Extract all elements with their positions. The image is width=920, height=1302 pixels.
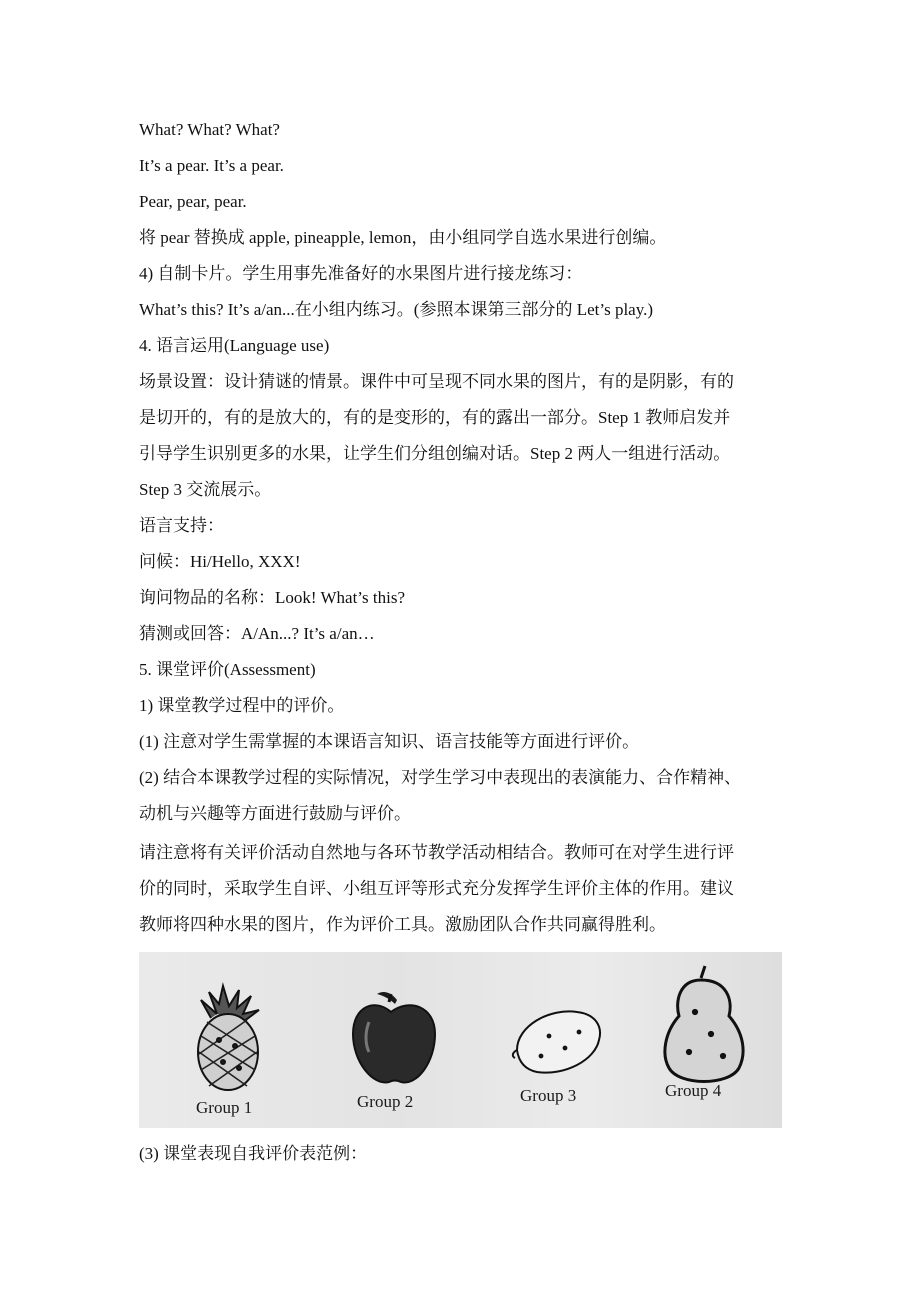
text-line: (3) 课堂表现自我评价表范例： <box>139 1144 368 1163</box>
text-line: 4) 自制卡片。学生用事先准备好的水果图片进行接龙练习： <box>139 264 583 283</box>
text-line: It’s a pear. It’s a pear. <box>139 156 284 175</box>
text-line: 教师将四种水果的图片，作为评价工具。激励团队合作共同赢得胜利。 <box>139 915 666 934</box>
text-line: What’s this? It’s a/an...在小组内练习。(参照本课第三部分的 Let’s play.) <box>139 300 654 319</box>
text-line: 猜测或回答：A/An...? It’s a/an… <box>139 624 375 643</box>
text-line: 场景设置：设计猜谜的情景。课件中可呈现不同水果的图片，有的是阴影，有的 <box>139 372 734 391</box>
text-line: 动机与兴趣等方面进行鼓励与评价。 <box>139 804 411 823</box>
section-heading: 5. 课堂评价(Assessment) <box>139 660 316 679</box>
section-heading: 4. 语言运用(Language use) <box>139 336 330 355</box>
text-line: 将 pear 替换成 apple, pineapple, lemon，由小组同学自选水果进行创编。 <box>139 228 667 247</box>
group-label: Group 1 <box>196 1098 253 1117</box>
text-line: Pear, pear, pear. <box>139 192 247 211</box>
text-line: (1) 注意对学生需掌握的本课语言知识、语言技能等方面进行评价。 <box>139 732 640 751</box>
group-label: Group 3 <box>520 1086 577 1105</box>
fruit-groups-figure <box>139 952 782 1128</box>
lemon-icon <box>513 1011 600 1072</box>
text-line: 价的同时，采取学生自评、小组互评等形式充分发挥学生评价主体的作用。建议 <box>139 879 734 898</box>
text-line: 语言支持： <box>139 516 224 535</box>
text-line: 是切开的，有的是放大的，有的是变形的，有的露出一部分。Step 1 教师启发并 <box>139 408 731 427</box>
pineapple-icon <box>198 986 259 1090</box>
group-label: Group 4 <box>665 1081 722 1100</box>
apple-icon <box>353 992 435 1082</box>
group-label: Group 2 <box>357 1092 414 1111</box>
text-line: What? What? What? <box>139 120 280 139</box>
text-line: 1) 课堂教学过程中的评价。 <box>139 696 345 715</box>
text-line: 引导学生识别更多的水果，让学生们分组创编对话。Step 2 两人一组进行活动。 <box>139 444 731 463</box>
text-line: 询问物品的名称：Look! What’s this? <box>139 588 405 607</box>
text-line: Step 3 交流展示。 <box>139 480 272 499</box>
text-line: (2) 结合本课教学过程的实际情况，对学生学习中表现出的表演能力、合作精神、 <box>139 768 742 787</box>
text-line: 问候：Hi/Hello, XXX! <box>139 552 301 571</box>
text-line: 请注意将有关评价活动自然地与各环节教学活动相结合。教师可在对学生进行评 <box>139 843 734 862</box>
pear-icon <box>665 966 743 1082</box>
